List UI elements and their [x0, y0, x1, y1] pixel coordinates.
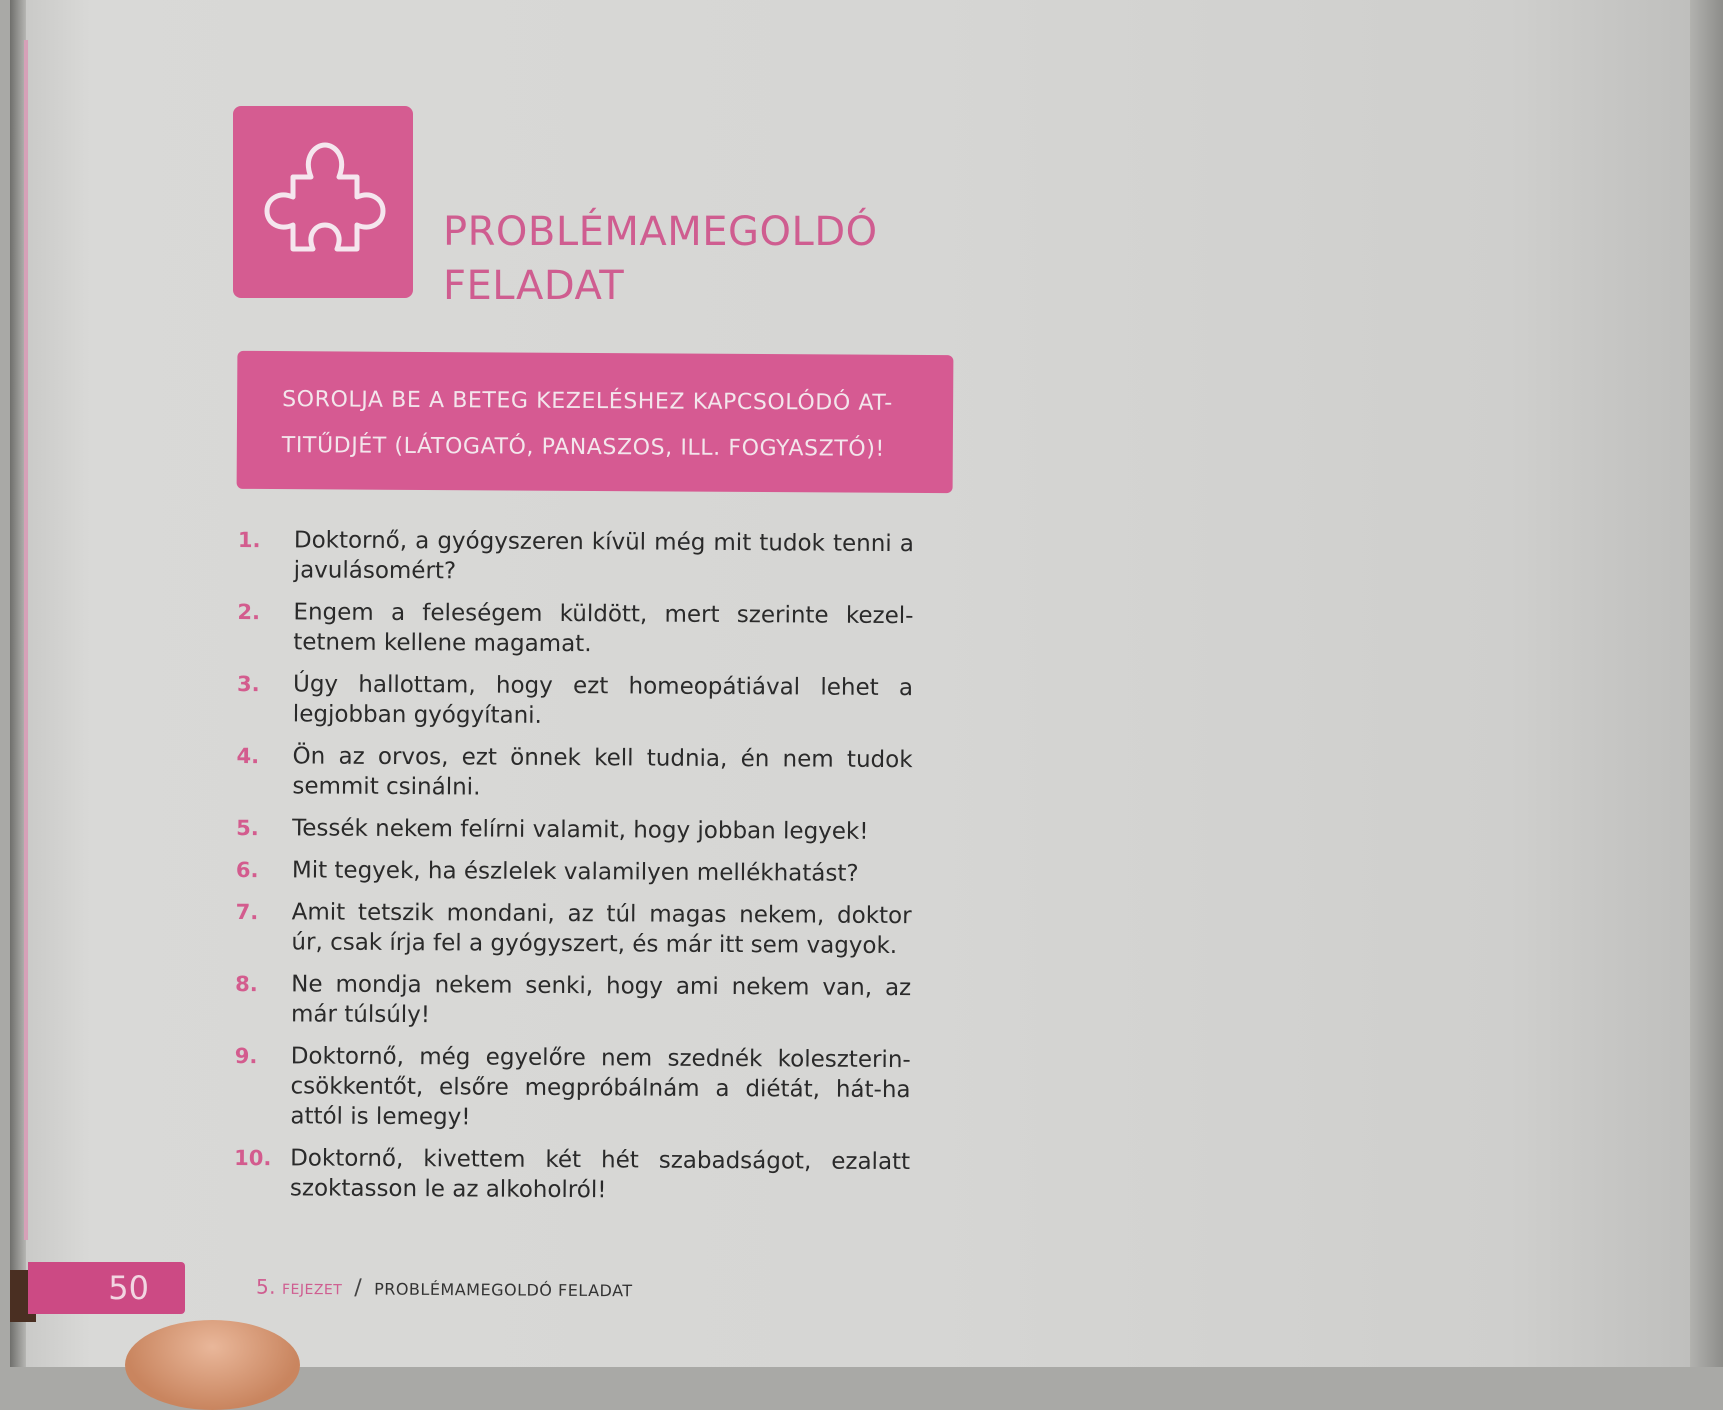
item-number: 2.: [237, 599, 261, 625]
item-number: 5.: [236, 815, 259, 841]
page-number-tab: [28, 1262, 185, 1314]
item-number: 1.: [237, 527, 261, 553]
task-line-1: SOROLJA BE A BETEG KEZELÉSHEZ KAPCSOLÓDÓ AT-: [282, 387, 893, 416]
list-item: [237, 669, 917, 733]
item-number: 10.: [234, 1145, 272, 1171]
item-number: 3.: [236, 671, 260, 697]
page-number: 50: [108, 1269, 149, 1307]
item-number: 4.: [236, 743, 260, 769]
list-item: [236, 855, 916, 889]
item-text: Doktornő, a gyógyszeren kívül még mit tudok tenni a javulásomért?: [293, 527, 914, 585]
item-number: 9.: [234, 1043, 258, 1069]
item-text: Engem a feleségem küldött, mert szerinte kezel-tetnem kellene magamat.: [293, 599, 914, 658]
page-curl-shadow: [1690, 0, 1723, 1367]
title-line-1: PROBLÉMAMEGOLDÓ: [443, 209, 878, 255]
list-item: [236, 741, 916, 805]
item-text: Úgy hallottam, hogy ezt homeopátiával lehet a legjobban gyógyítani.: [292, 671, 914, 729]
task-line-2: TITŰDJÉT (LÁTOGATÓ, PANASZOS, ILL. FOGYASZTÓ)!: [281, 433, 885, 462]
footer-section-title: PROBLÉMAMEGOLDÓ FELADAT: [374, 1279, 633, 1301]
chapter-number: 5.: [255, 1274, 277, 1299]
list-item: [234, 1041, 915, 1135]
list-item: [235, 897, 915, 961]
item-number: 7.: [235, 899, 259, 925]
chapter-word: FEJEZET: [281, 1281, 343, 1299]
item-text: Tessék nekem felírni valamit, hogy jobban legyek!: [292, 815, 869, 845]
list-item: [235, 969, 915, 1033]
item-text: Mit tegyek, ha észlelek valamilyen mellékhatást?: [291, 857, 859, 887]
item-text: Ön az orvos, ezt önnek kell tudnia, én nem tudok semmit csinálni.: [292, 743, 913, 801]
book-page: [10, 0, 1710, 1367]
item-number: 6.: [235, 857, 259, 883]
numbered-list: [234, 525, 918, 1219]
list-item: [238, 525, 918, 589]
list-item: [234, 1143, 914, 1207]
margin-stripe: [24, 40, 28, 1240]
item-text: Doktornő, még egyelőre nem szednék koleszterin-csökkentőt, elsőre megpróbálnám a diétát, hát-ha attól is lemegy!: [290, 1043, 911, 1131]
thumb: [125, 1320, 300, 1410]
item-text: Amit tetszik mondani, az túl magas nekem, doktor úr, csak írja fel a gyógyszert, és már itt sem vagyok.: [291, 899, 912, 960]
item-text: Doktornő, kivettem két hét szabadságot, ezalatt szoktasson le az alkoholról!: [289, 1145, 911, 1204]
list-item: [236, 813, 916, 847]
task-instruction-text: [282, 377, 923, 473]
item-number: 8.: [235, 971, 258, 997]
task-instruction-box: [237, 351, 954, 493]
title-line-2: FELADAT: [443, 263, 625, 309]
footer-separator: /: [354, 1275, 363, 1301]
item-text: Ne mondja nekem senki, hogy ami nekem van, az már túlsúly!: [290, 971, 912, 1029]
list-item: [237, 597, 917, 661]
puzzle-piece-icon: [233, 106, 413, 298]
running-footer: [256, 1275, 633, 1303]
page-title: [443, 205, 878, 313]
